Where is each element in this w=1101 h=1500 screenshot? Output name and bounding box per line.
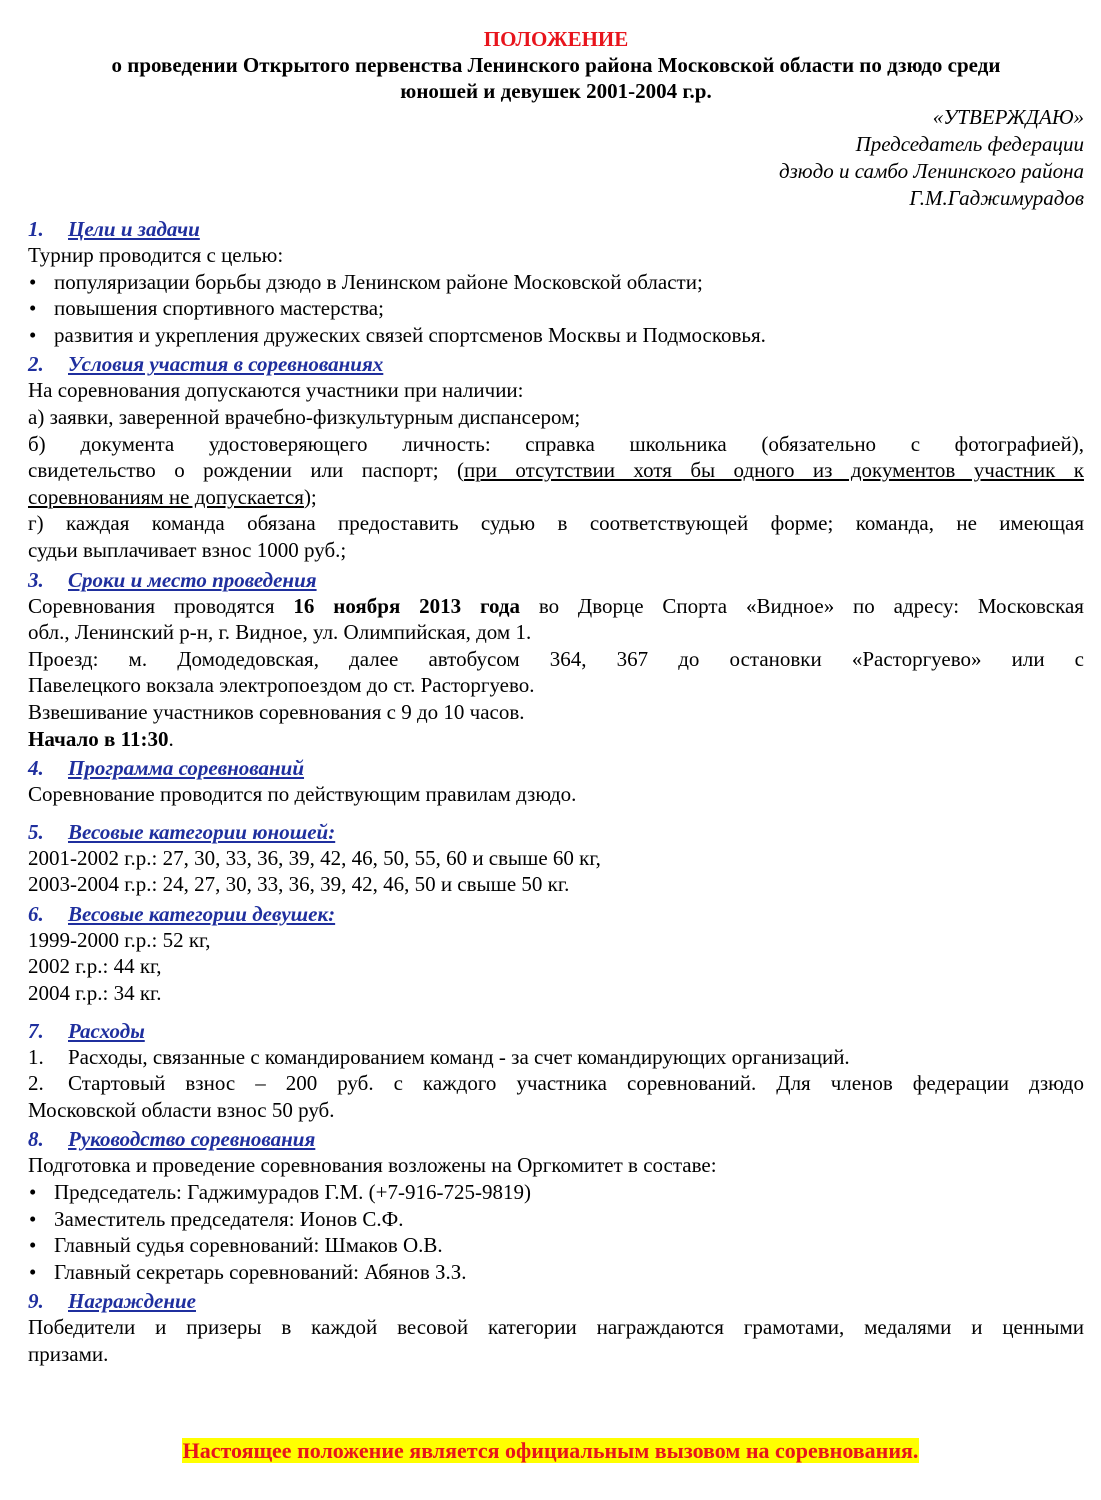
- expense-item-2-line-2: Московской области взнос 50 руб.: [28, 1097, 335, 1122]
- condition-g-line-1: г) каждая команда обязана предоставить судью в соответствующей форме; команда, не имеющая: [28, 511, 1084, 536]
- section-heading: [28, 351, 1084, 377]
- section-title: Расходы: [68, 1018, 145, 1043]
- expense-item-2-line-1: [28, 1070, 1084, 1097]
- condition-a: а) заявки, заверенной врачебно-физкультурным диспансером;: [28, 404, 581, 429]
- section-management: [28, 1126, 1084, 1285]
- bullet-list: [28, 1179, 1084, 1285]
- list-item: • Заместитель председателя: Ионов С.Ф.: [28, 1206, 1084, 1233]
- section-number: 9.: [28, 1289, 44, 1314]
- condition-b-note: при отсутствии хотя бы одного из документов участник к: [464, 458, 1084, 483]
- approval-block: [28, 104, 1084, 212]
- section-title: Весовые категории юношей:: [68, 819, 336, 844]
- section-heading: [28, 755, 1084, 781]
- program-text: Соревнование проводится по действующим правилам дзюдо.: [28, 782, 577, 807]
- section-heading: [28, 216, 1084, 242]
- event-date-line: [28, 593, 1084, 620]
- section-number: 5.: [28, 819, 44, 844]
- list-item: • Председатель: Гаджимурадов Г.М. (+7-916-725-9819): [28, 1179, 1084, 1206]
- section-number: 3.: [28, 567, 44, 592]
- awards-line-1: Победители и призеры в каждой весовой категории награждаются грамотами, медалями и ценными: [28, 1315, 1084, 1340]
- section-weights-girls: [28, 901, 1084, 1007]
- item-text: Стартовый взнос – 200 руб. с каждого участника соревнований. Для членов федерации дзюдо: [68, 1071, 1084, 1096]
- section-weights-boys: [28, 819, 1084, 898]
- section-number: 4.: [28, 756, 44, 781]
- condition-b-line-1: б) документа удостоверяющего личность: справка школьника (обязательно с фотографией),: [28, 431, 1084, 456]
- approval-line-1: «УТВЕРЖДАЮ»: [932, 105, 1084, 129]
- subtitle-line-2: юношей и девушек 2001-2004 г.р.: [400, 79, 712, 103]
- section-intro: Турнир проводится с целью:: [28, 243, 284, 267]
- event-date: 16 ноября 2013 года: [293, 593, 520, 618]
- start-time: Начало в 11:30: [28, 726, 169, 751]
- weights-boys-line-2: 2003-2004 г.р.: 24, 27, 30, 33, 36, 39, 42, 46, 50 и свыше 50 кг.: [28, 872, 570, 897]
- condition-b-line-2: [28, 457, 1084, 484]
- official-call-banner: [0, 1437, 1101, 1465]
- condition-b-text: свидетельство о рождении или паспорт; (: [28, 458, 465, 483]
- condition-b-close: );: [303, 484, 317, 509]
- section-intro: На соревнования допускаются участники при наличии:: [28, 378, 524, 403]
- expense-item-1: [28, 1044, 1084, 1071]
- section-number: 7.: [28, 1018, 44, 1043]
- section-expenses: [28, 1018, 1084, 1124]
- document-title: ПОЛОЖЕНИЕ: [483, 27, 629, 51]
- weights-girls-line-3: 2004 г.р.: 34 кг.: [28, 981, 162, 1006]
- awards-line-2: призами.: [28, 1342, 109, 1366]
- event-address: обл., Ленинский р-н, г. Видное, ул. Олимпийская, дом 1.: [28, 620, 532, 645]
- section-title: Весовые категории девушек:: [68, 901, 336, 926]
- official-call-text: Настоящее положение является официальным вызовом на соревнования.: [182, 1438, 919, 1463]
- section-goals: [28, 216, 1084, 348]
- condition-g-line-2: судьи выплачивает взнос 1000 руб.;: [28, 537, 347, 562]
- weights-girls-line-2: 2002 г.р.: 44 кг,: [28, 954, 162, 979]
- section-awards: [28, 1288, 1084, 1367]
- section-intro: Подготовка и проведение соревнования возложены на Оргкомитет в составе:: [28, 1153, 717, 1178]
- weights-girls-line-1: 1999-2000 г.р.: 52 кг,: [28, 927, 211, 952]
- directions-line-2: Павелецкого вокзала электропоездом до ст. Расторгуево.: [28, 673, 535, 698]
- condition-b-line-3: [28, 484, 1084, 511]
- weights-boys-line-1: 2001-2002 г.р.: 27, 30, 33, 36, 39, 42, 46, 50, 55, 60 и свыше 60 кг,: [28, 845, 601, 870]
- start-time-line: [28, 726, 1084, 753]
- bullet-list: [28, 269, 1084, 349]
- section-number: 2.: [28, 352, 44, 377]
- subtitle-line-1: о проведении Открытого первенства Ленинского района Московской области по дзюдо среди: [111, 53, 1001, 77]
- section-number: 8.: [28, 1127, 44, 1152]
- section-program: [28, 755, 1084, 808]
- item-text: Расходы, связанные с командированием команд - за счет командирующих организаций.: [68, 1044, 850, 1069]
- condition-b-note-end: соревнованиям не допускается: [28, 484, 304, 509]
- section-heading: [28, 1126, 1084, 1152]
- list-item: • развития и укрепления дружеских связей спортсменов Москвы и Подмосковья.: [28, 322, 1084, 349]
- list-item: • повышения спортивного мастерства;: [28, 295, 1084, 322]
- section-heading: [28, 567, 1084, 593]
- approval-line-2: Председатель федерации: [855, 132, 1084, 156]
- item-number: 1.: [28, 1044, 44, 1069]
- weigh-in-time: Взвешивание участников соревнования с 9 до 10 часов.: [28, 699, 525, 724]
- document-subtitle: [28, 52, 1084, 104]
- event-venue: во Дворце Спорта «Видное» по адресу: Московская: [520, 593, 1084, 618]
- list-item: • Главный судья соревнований: Шмаков О.В.: [28, 1232, 1084, 1259]
- section-number: 1.: [28, 217, 44, 241]
- list-item: • Главный секретарь соревнований: Абянов З.З.: [28, 1259, 1084, 1286]
- document-page: [28, 26, 1084, 1368]
- section-heading: [28, 901, 1084, 927]
- section-heading: [28, 1018, 1084, 1044]
- approval-line-4: Г.М.Гаджимурадов: [909, 186, 1084, 210]
- section-title: Условия участия в соревнованиях: [68, 352, 384, 377]
- section-heading: [28, 1288, 1084, 1314]
- directions-line-1: Проезд: м. Домодедовская, далее автобусом 364, 367 до остановки «Расторгуево» или с: [28, 646, 1084, 671]
- section-title: Программа соревнований: [68, 756, 305, 781]
- section-number: 6.: [28, 901, 44, 926]
- section-time-place: [28, 567, 1084, 753]
- list-item: • популяризации борьбы дзюдо в Ленинском районе Московской области;: [28, 269, 1084, 296]
- start-time-period: .: [168, 726, 174, 751]
- section-title: Награждение: [68, 1289, 196, 1314]
- event-date-prefix: Соревнования проводятся: [28, 593, 294, 618]
- section-title: Сроки и место проведения: [68, 567, 317, 592]
- approval-line-3: дзюдо и самбо Ленинского района: [778, 159, 1084, 183]
- section-title: Цели и задачи: [68, 217, 200, 241]
- section-conditions: [28, 351, 1084, 563]
- section-title: Руководство соревнования: [68, 1127, 316, 1152]
- item-number: 2.: [28, 1071, 44, 1096]
- section-heading: [28, 819, 1084, 845]
